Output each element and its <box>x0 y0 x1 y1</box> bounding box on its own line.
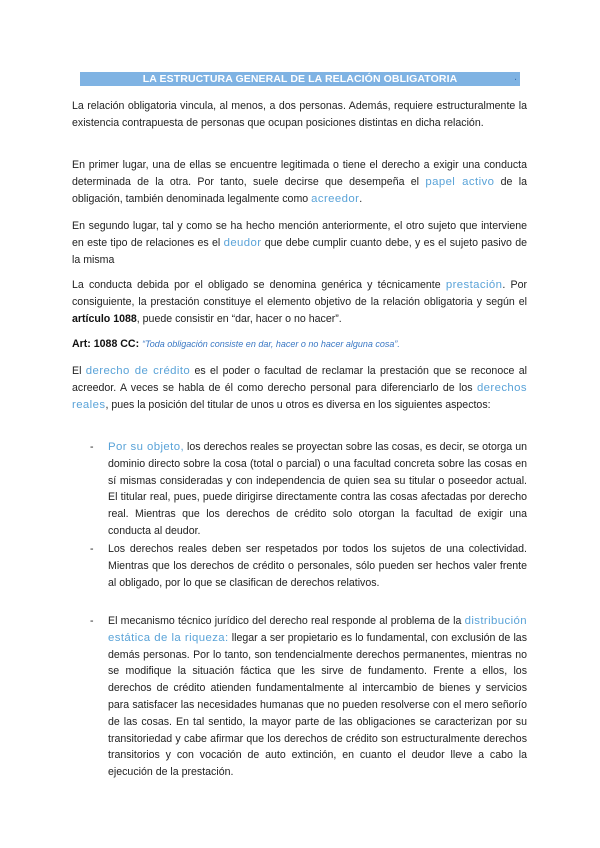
list-item-text: Los derechos reales deben ser respetados por todos los sujetos de una colectividad. Mientras que los derechos de crédito o personales, sólo pueden ser hechos valer frente al obligado, por lo que se clasifican de derechos relativos. <box>108 543 527 589</box>
list-dash: - <box>90 441 94 453</box>
text-segment: En primer lugar, una de ellas se encuentre legitimada o tiene el derecho a exigir una conducta determinada de la otra. Por tanto, suele decirse que desempeña el <box>72 159 527 188</box>
paragraph-intro <box>72 98 527 132</box>
highlight-derechos-reales: derechos reales <box>72 381 527 411</box>
text-segment: . <box>359 192 363 205</box>
text-segment: El <box>72 365 86 377</box>
list-dash: - <box>90 543 94 555</box>
list-dash: - <box>90 615 94 627</box>
paragraph-active-party <box>72 157 527 207</box>
highlight-derecho-de-credito: derecho de crédito <box>85 365 191 377</box>
text-segment: , puede consistir en “dar, hacer o no hacer”. <box>136 312 342 325</box>
document-title: LA ESTRUCTURA GENERAL DE LA RELACIÓN OBLIGATORIA <box>142 73 458 85</box>
title-dot: . <box>514 71 518 83</box>
paragraph-prestacion <box>72 277 527 327</box>
paragraph-passive-party <box>72 218 527 268</box>
article-quote: “Toda obligación consiste en dar, hacer o no hacer alguna cosa”. <box>142 339 400 349</box>
article-citation <box>72 336 527 353</box>
text-segment: de la obligación, también denominada legalmente como <box>72 175 527 205</box>
text-segment: La conducta debida por el obligado se denomina genérica y técnicamente <box>72 279 446 291</box>
list-item <box>90 439 527 540</box>
text-segment: El mecanismo técnico jurídico del derecho real responde al problema de la <box>108 615 465 627</box>
bold-articulo-1088: artículo 1088 <box>72 312 137 325</box>
article-label: Art: 1088 CC: <box>72 338 140 350</box>
highlight-por-su-objeto: Por su objeto, <box>108 441 185 453</box>
text-segment: . Por consiguiente, la prestación constituye el elemento objetivo de la relación obligatoria y según el <box>72 279 527 308</box>
paragraph-intro-text: La relación obligatoria vincula, al menos, a dos personas. Además, requiere estructuralmente la existencia contrapuesta de personas que ocupan posiciones distintas en dicha relación. <box>72 100 527 129</box>
highlight-distribucion-estatica: distribución estática de la riqueza: <box>108 615 527 644</box>
text-segment: , pues la posición del titular de unos u otros es diversa en los siguientes aspectos: <box>105 398 491 411</box>
highlight-prestacion: prestación <box>445 279 503 291</box>
highlight-acreedor: acreedor <box>311 192 360 205</box>
text-segment: En segundo lugar, tal y como se ha hecho mención anteriormente, el otro sujeto que interviene en este tipo de relaciones es el <box>72 220 527 249</box>
list-item <box>90 541 527 591</box>
highlight-papel-activo: papel activo <box>425 175 495 188</box>
text-segment: llegar a ser propietario es lo fundamental, con exclusión de las demás personas. Por lo tanto, son tendencialmente derechos permanentes, mientras no se modifique la situación fáctica que les sirve de fundamento. Frente a ellos, los derechos de crédito atienden fundamentalmente al intercambio de bienes y servicios para satisfacer las necesidades humanas que no pueden resolverse con el mero señorío de las cosas. En tal sentido, la mayor parte de las obligaciones se caracterizan por su transitoriedad y cabe afirmar que los derechos de crédito son estructuralmente derechos transitorios y con vocación de auto extinción, en cuanto el deudor lleve a cabo la ejecución de la prestación. <box>108 631 527 779</box>
paragraph-derecho-credito <box>72 363 527 413</box>
highlight-deudor: deudor <box>223 236 262 249</box>
list-item <box>90 613 527 781</box>
text-segment: que debe cumplir cuanto debe, y es el sujeto pasivo de la misma <box>72 236 527 266</box>
text-segment: los derechos reales se proyectan sobre las cosas, es decir, se otorga un dominio directo sobre la cosa (total o parcial) o una facultad concreta sobre las cosas en sí mismas consideradas y con independencia de quien sea su titular o poseedor actual. El titular real, pues, puede dirigirse directamente contra las cosas afectadas por derecho real. Mientras que los derechos de crédito solo otorgan la facultad de exigir una conducta al deudor. <box>108 441 527 537</box>
text-segment: es el poder o facultad de reclamar la prestación que se reconoce al acreedor. A veces se habla de él como derecho personal para diferenciarlo de los <box>72 365 528 394</box>
